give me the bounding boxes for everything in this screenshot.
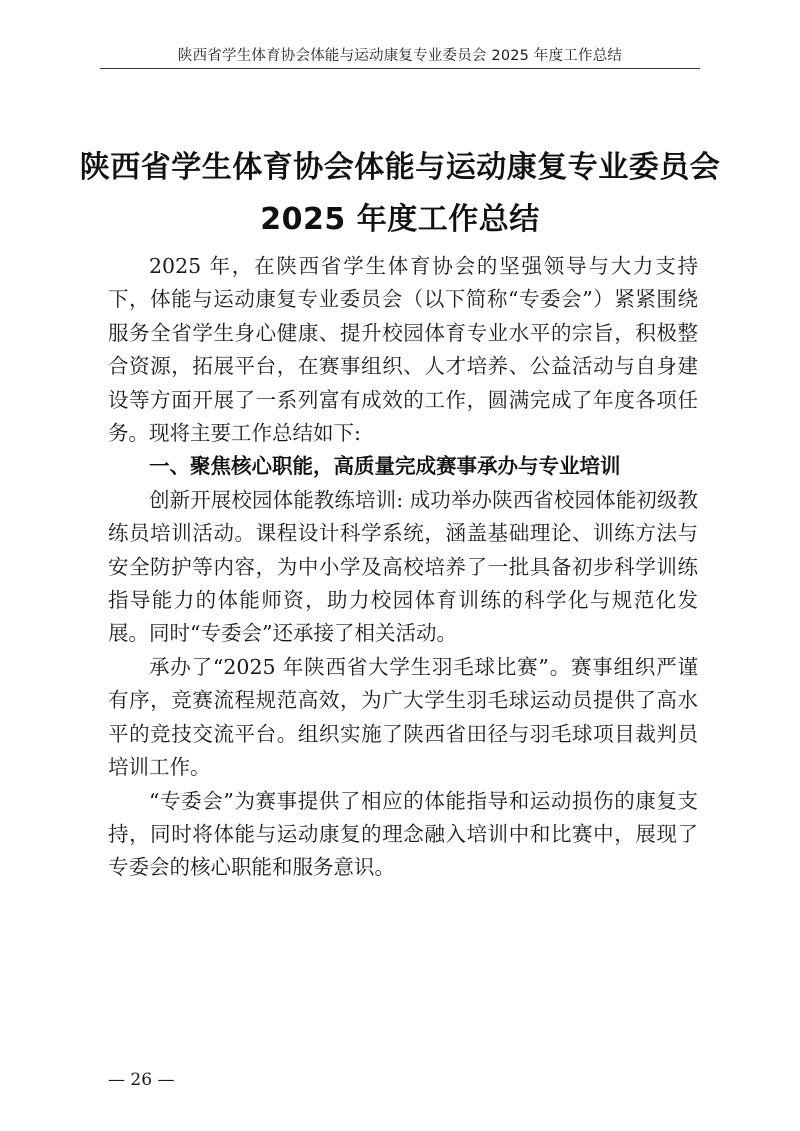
document-body — [108, 250, 698, 885]
document-title-line-1: 陕西省学生体育协会体能与运动康复专业委员会 — [79, 150, 721, 185]
intro-paragraph: 2025 年，在陕西省学生体育协会的坚强领导与大力支持下，体能与运动康复专业委员会（以下简称“专委会”）紧紧围绕服务全省学生身心健康、提升校园体育专业水平的宗旨，积极整合资源，拓展平台，在赛事组织、人才培养、公益活动与自身建设等方面开展了一系列富有成效的工作，圆满完成了年度各项任务。现将主要工作总结如下: — [108, 254, 698, 446]
header-divider — [100, 68, 700, 69]
running-header: 陕西省学生体育协会体能与运动康复专业委员会 2025 年度工作总结 — [177, 48, 623, 64]
section-heading-1: 一、聚焦核心职能，高质量完成赛事承办与专业培训 — [149, 454, 621, 479]
document-title-line-2: 2025 年度工作总结 — [260, 202, 540, 237]
section1-paragraph-1: 创新开展校园体能教练培训: 成功举办陕西省校园体能初级教练员培训活动。课程设计科学系统，涵盖基础理论、训练方法与安全防护等内容，为中小学及高校培养了一批具备初步科学训练指导能力的体能师资，助力校园体育训练的科学化与规范化发展。同时“专委会”还承接了相关活动。 — [108, 487, 698, 646]
section1-paragraph-2: 承办了“2025 年陕西省大学生羽毛球比赛”。赛事组织严谨有序，竞赛流程规范高效，为广大学生羽毛球运动员提供了高水平的竞技交流平台。组织实施了陕西省田径与羽毛球项目裁判员培训工作。 — [108, 654, 698, 780]
section1-paragraph-3: “专委会”为赛事提供了相应的体能指导和运动损伤的康复支持，同时将体能与运动康复的理念融入培训中和比赛中，展现了专委会的核心职能和服务意识。 — [108, 788, 698, 880]
page-number: — 26 — — [108, 1070, 175, 1090]
